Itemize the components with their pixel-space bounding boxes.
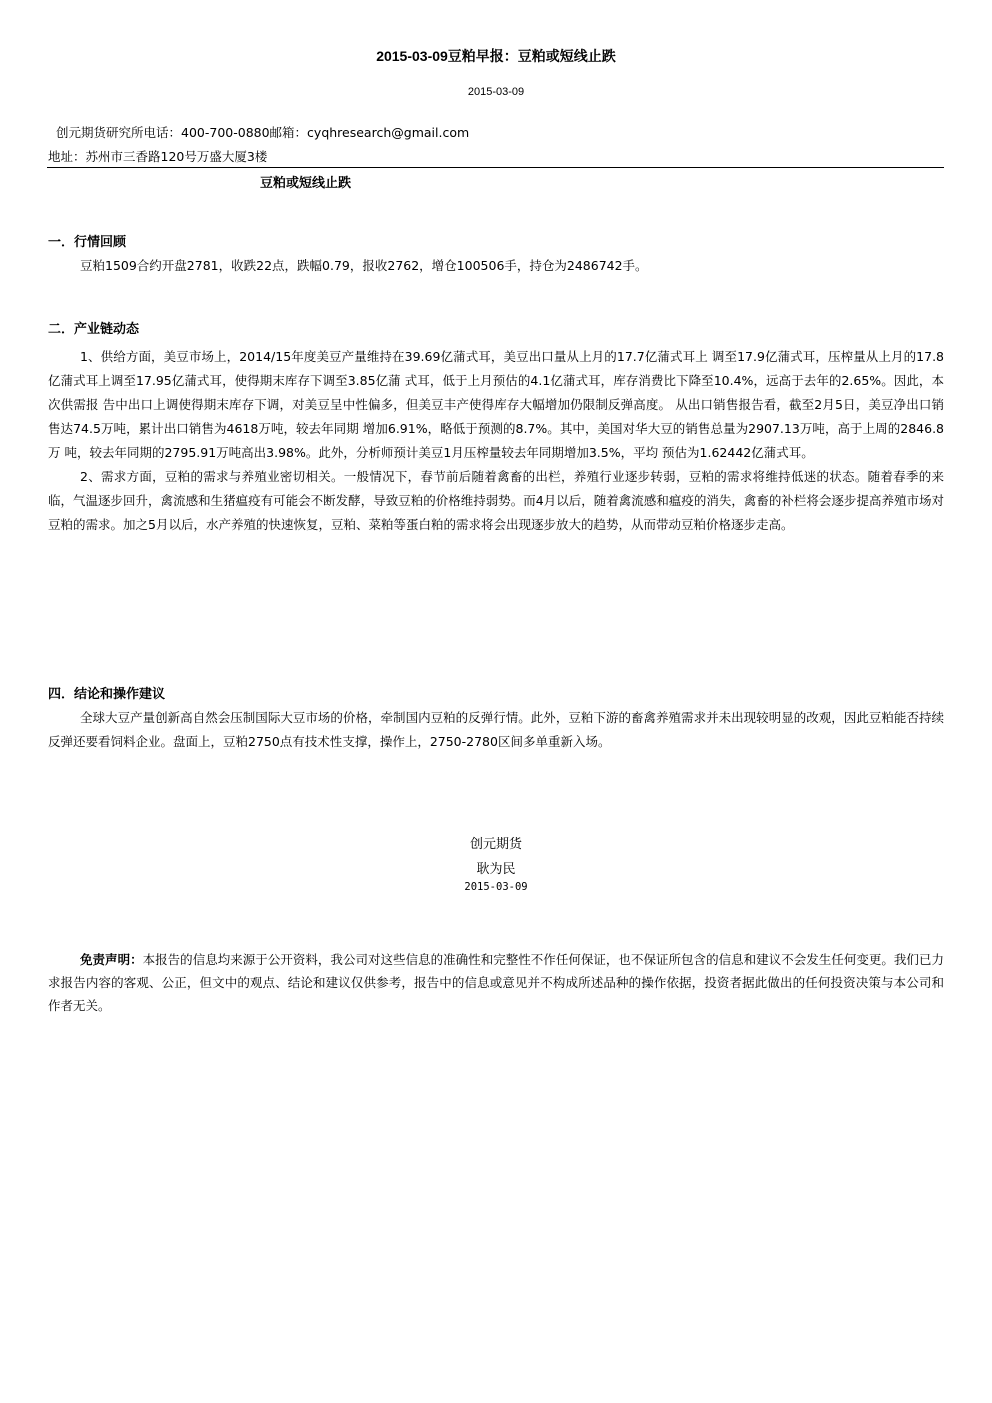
paragraph: 全球大豆产量创新高自然会压制国际大豆市场的价格，牵制国内豆粕的反弹行情。此外，豆粕下游的畜禽养殖需求并未出现较明显的改观，因此豆粕能否持续反弹还要看饲料企业。盘面上，豆粕2750点有技术性支撑，操作上，2750-2780区间多单重新入场。 (48, 710, 944, 749)
paragraph-supply: 1、供给方面，美豆市场上，2014/15年度美豆产量维持在39.69亿蒲式耳，美豆出口量从上月的17.7亿蒲式耳上 调至17.9亿蒲式耳，压榨量从上月的17.8亿蒲式耳上调至17.95亿蒲式耳，使得期末库存下调至3.85亿蒲 式耳，低于上月预估的4.1亿蒲式耳，库存消费比下降至10.4%，远高于去年的2.65%。因此，本次供需报 告中出口上调使得期末库存下调，对美豆呈中性偏多，但美豆丰产使得库存大幅增加仍限制反弹高度。 从出口销售报告看，截至2月5日，美豆净出口销售达74.5万吨，累计出口销售为4618万吨，较去年同期 增加6.91%，略低于预测的8.7%。其中，美国对华大豆的销售总量为2907.13万吨，高于上周的2846.8万 吨，较去年同期的2795.91万吨高出3.98%。此外，分析师预计美豆1月压榨量较去年同期增加3.5%，平均 预估为1.62442亿蒲式耳。 (48, 349, 944, 460)
section-body-industry-dynamics (48, 345, 944, 537)
section-heading-conclusion: 四．结论和操作建议 (48, 687, 166, 702)
signature-author: 耿为民 (476, 862, 516, 877)
paragraph-demand: 2、需求方面，豆粕的需求与养殖业密切相关。一般情况下，春节前后随着禽畜的出栏，养殖行业逐步转弱，豆粕的需求将维持低迷的状态。随着春季的来临，气温逐步回升，禽流感和生猪瘟疫有可能会不断发酵，导致豆粕的价格维持弱势。而4月以后，随着禽流感和瘟疫的消失，禽畜的补栏将会逐步提高养殖市场对豆粕的需求。加之5月以后，水产养殖的快速恢复，豆粕、菜粕等蛋白粕的需求将会出现逐步放大的趋势，从而带动豆粕价格逐步走高。 (48, 469, 944, 532)
section-heading-industry-dynamics: 二．产业链动态 (48, 322, 140, 337)
address: 地址：苏州市三香路120号万盛大厦3楼 (48, 149, 268, 164)
report-title: 2015-03-09豆粕早报：豆粕或短线止跌 (376, 48, 616, 64)
signature-company: 创元期货 (469, 837, 522, 852)
disclaimer-label: 免责声明： (80, 952, 143, 967)
report-date: 2015-03-09 (467, 86, 525, 98)
report-subtitle: 豆粕或短线止跌 (260, 176, 352, 191)
section-body-market-review (48, 254, 944, 278)
section-heading-market-review: 一．行情回顾 (48, 235, 127, 250)
header-divider (47, 167, 944, 168)
disclaimer-text: 本报告的信息均来源于公开资料，我公司对这些信息的准确性和完整性不作任何保证，也不保证所包含的信息和建议不会发生任何变更。我们已力求报告内容的客观、公正，但文中的观点、结论和建议仅供参考，报告中的信息或意见并不构成所述品种的操作依据，投资者据此做出的任何投资决策与本公司和作者无关。 (48, 952, 944, 1013)
paragraph: 豆粕1509合约开盘2781，收跌22点，跌幅0.79，报收2762，增仓100506手，持仓为2486742手。 (80, 258, 648, 273)
section-body-conclusion (48, 706, 944, 754)
disclaimer (48, 948, 944, 1017)
contact-info: 创元期货研究所电话：400-700-0880邮箱：cyqhresearch@gmail.com (56, 125, 470, 140)
signature-date: 2015-03-09 (464, 881, 528, 893)
